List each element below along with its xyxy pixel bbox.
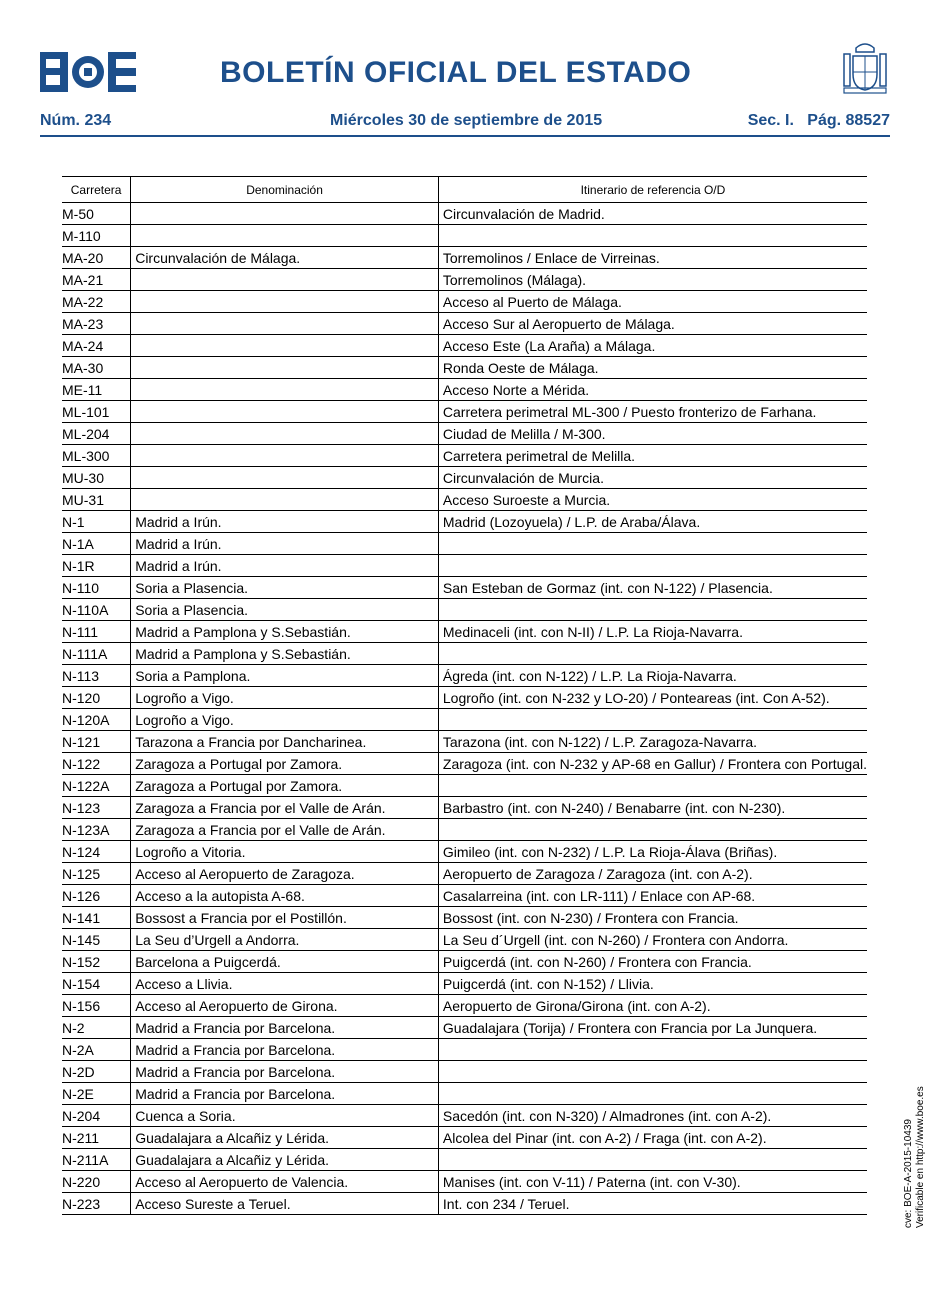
table-row [62, 379, 867, 401]
denomination-cell: Acceso a la autopista A-68. [131, 885, 439, 907]
table-row [62, 1039, 867, 1061]
table-row [62, 643, 867, 665]
denomination-cell: Madrid a Irún. [131, 511, 439, 533]
denomination-cell [131, 313, 439, 335]
denomination-cell [131, 379, 439, 401]
denomination-cell [131, 445, 439, 467]
boe-logo [40, 52, 136, 92]
table-row [62, 203, 867, 225]
denomination-cell: Madrid a Irún. [131, 555, 439, 577]
itinerary-cell [438, 599, 867, 621]
itinerary-cell: Logroño (int. con N-232 y LO-20) / Ponteareas (int. Con A-52). [438, 687, 867, 709]
column-header-denominacion: Denominación [131, 177, 439, 203]
itinerary-cell: Casalarreina (int. con LR-111) / Enlace con AP-68. [438, 885, 867, 907]
road-code-cell: N-111A [62, 643, 131, 665]
table-row [62, 555, 867, 577]
denomination-cell: La Seu d’Urgell a Andorra. [131, 929, 439, 951]
itinerary-cell: Puigcerdá (int. con N-152) / Llivia. [438, 973, 867, 995]
road-code-cell: N-110A [62, 599, 131, 621]
denomination-cell: Logroño a Vigo. [131, 687, 439, 709]
itinerary-cell: Barbastro (int. con N-240) / Benabarre (int. con N-230). [438, 797, 867, 819]
itinerary-cell: Ágreda (int. con N-122) / L.P. La Rioja-Navarra. [438, 665, 867, 687]
denomination-cell: Acceso al Aeropuerto de Valencia. [131, 1171, 439, 1193]
column-header-carretera: Carretera [62, 177, 131, 203]
denomination-cell: Madrid a Francia por Barcelona. [131, 1039, 439, 1061]
itinerary-cell: San Esteban de Gormaz (int. con N-122) / Plasencia. [438, 577, 867, 599]
table-row [62, 1017, 867, 1039]
table-row [62, 841, 867, 863]
table-row [62, 731, 867, 753]
denomination-cell: Acceso a Llivia. [131, 973, 439, 995]
table-row [62, 929, 867, 951]
itinerary-cell: Acceso Norte a Mérida. [438, 379, 867, 401]
itinerary-cell: Sacedón (int. con N-320) / Almadrones (int. con A-2). [438, 1105, 867, 1127]
road-code-cell: N-2 [62, 1017, 131, 1039]
road-code-cell: N-156 [62, 995, 131, 1017]
road-code-cell: N-125 [62, 863, 131, 885]
column-header-itinerario: Itinerario de referencia O/D [438, 177, 867, 203]
table-row [62, 951, 867, 973]
itinerary-cell: Guadalajara (Torija) / Frontera con Francia por La Junquera. [438, 1017, 867, 1039]
road-code-cell: ML-300 [62, 445, 131, 467]
table-row [62, 533, 867, 555]
table-row [62, 1083, 867, 1105]
road-code-cell: MA-21 [62, 269, 131, 291]
coat-of-arms-icon [840, 42, 890, 98]
road-code-cell: N-211A [62, 1149, 131, 1171]
road-code-cell: MA-23 [62, 313, 131, 335]
denomination-cell: Barcelona a Puigcerdá. [131, 951, 439, 973]
denomination-cell [131, 269, 439, 291]
denomination-cell [131, 225, 439, 247]
denomination-cell: Soria a Plasencia. [131, 577, 439, 599]
road-code-cell: ML-101 [62, 401, 131, 423]
road-code-cell: N-110 [62, 577, 131, 599]
denomination-cell: Zaragoza a Francia por el Valle de Arán. [131, 819, 439, 841]
verification-url: Verificable en http://www.boe.es [915, 1086, 926, 1228]
road-code-cell: N-111 [62, 621, 131, 643]
road-code-cell: N-204 [62, 1105, 131, 1127]
itinerary-cell: Tarazona (int. con N-122) / L.P. Zaragoza-Navarra. [438, 731, 867, 753]
table-row [62, 863, 867, 885]
table-row [62, 335, 867, 357]
table-row [62, 885, 867, 907]
denomination-cell: Zaragoza a Francia por el Valle de Arán. [131, 797, 439, 819]
denomination-cell [131, 423, 439, 445]
table-row [62, 995, 867, 1017]
table-row [62, 1149, 867, 1171]
table-header-row [62, 177, 867, 203]
itinerary-cell [438, 709, 867, 731]
table-row [62, 709, 867, 731]
table-row [62, 1105, 867, 1127]
table-row [62, 1127, 867, 1149]
table-row [62, 511, 867, 533]
issue-info-bar [40, 110, 890, 134]
itinerary-cell: Circunvalación de Madrid. [438, 203, 867, 225]
table-row [62, 247, 867, 269]
table-row [62, 775, 867, 797]
table-row [62, 313, 867, 335]
road-code-cell: N-121 [62, 731, 131, 753]
itinerary-cell: Carretera perimetral ML-300 / Puesto fronterizo de Farhana. [438, 401, 867, 423]
road-code-cell: N-2D [62, 1061, 131, 1083]
itinerary-cell [438, 225, 867, 247]
table-row [62, 621, 867, 643]
table-row [62, 819, 867, 841]
table-row [62, 225, 867, 247]
denomination-cell: Circunvalación de Málaga. [131, 247, 439, 269]
table-row [62, 973, 867, 995]
denomination-cell: Acceso al Aeropuerto de Zaragoza. [131, 863, 439, 885]
itinerary-cell: Ronda Oeste de Málaga. [438, 357, 867, 379]
table-row [62, 1193, 867, 1215]
road-code-cell: ME-11 [62, 379, 131, 401]
road-code-cell: MU-30 [62, 467, 131, 489]
itinerary-cell: Puigcerdá (int. con N-260) / Frontera con Francia. [438, 951, 867, 973]
road-code-cell: N-1 [62, 511, 131, 533]
road-code-cell: N-113 [62, 665, 131, 687]
itinerary-cell: Acceso Sur al Aeropuerto de Málaga. [438, 313, 867, 335]
road-code-cell: N-2A [62, 1039, 131, 1061]
denomination-cell: Zaragoza a Portugal por Zamora. [131, 753, 439, 775]
itinerary-cell: Aeropuerto de Girona/Girona (int. con A-2). [438, 995, 867, 1017]
road-code-cell: N-1A [62, 533, 131, 555]
road-code-cell: N-123A [62, 819, 131, 841]
table-row [62, 445, 867, 467]
road-code-cell: N-141 [62, 907, 131, 929]
itinerary-cell: Gimileo (int. con N-232) / L.P. La Rioja-Álava (Briñas). [438, 841, 867, 863]
itinerary-cell: Ciudad de Melilla / M-300. [438, 423, 867, 445]
itinerary-cell: Aeropuerto de Zaragoza / Zaragoza (int. con A-2). [438, 863, 867, 885]
road-code-cell: N-154 [62, 973, 131, 995]
table-row [62, 423, 867, 445]
page-header [40, 40, 890, 100]
denomination-cell: Madrid a Irún. [131, 533, 439, 555]
itinerary-cell [438, 643, 867, 665]
table-row [62, 687, 867, 709]
denomination-cell: Zaragoza a Portugal por Zamora. [131, 775, 439, 797]
denomination-cell: Logroño a Vigo. [131, 709, 439, 731]
itinerary-cell [438, 1039, 867, 1061]
road-code-cell: N-2E [62, 1083, 131, 1105]
itinerary-cell [438, 819, 867, 841]
itinerary-cell: Alcolea del Pinar (int. con A-2) / Fraga (int. con A-2). [438, 1127, 867, 1149]
roads-table [62, 176, 867, 1215]
denomination-cell [131, 489, 439, 511]
table-row [62, 907, 867, 929]
table-row [62, 1171, 867, 1193]
table-row [62, 577, 867, 599]
road-code-cell: N-145 [62, 929, 131, 951]
denomination-cell: Tarazona a Francia por Dancharinea. [131, 731, 439, 753]
denomination-cell [131, 335, 439, 357]
denomination-cell [131, 467, 439, 489]
denomination-cell: Acceso Sureste a Teruel. [131, 1193, 439, 1215]
table-row [62, 599, 867, 621]
itinerary-cell [438, 1083, 867, 1105]
road-code-cell: N-223 [62, 1193, 131, 1215]
cve-code: cve: BOE-A-2015-10439 [903, 1119, 914, 1228]
road-code-cell: N-152 [62, 951, 131, 973]
denomination-cell: Guadalajara a Alcañiz y Lérida. [131, 1127, 439, 1149]
itinerary-cell: Torremolinos / Enlace de Virreinas. [438, 247, 867, 269]
road-code-cell: MA-20 [62, 247, 131, 269]
road-code-cell: ML-204 [62, 423, 131, 445]
denomination-cell: Madrid a Francia por Barcelona. [131, 1017, 439, 1039]
road-code-cell: N-122A [62, 775, 131, 797]
table-row [62, 753, 867, 775]
road-code-cell: MA-22 [62, 291, 131, 313]
table-row [62, 467, 867, 489]
denomination-cell [131, 357, 439, 379]
denomination-cell: Guadalajara a Alcañiz y Lérida. [131, 1149, 439, 1171]
itinerary-cell: Madrid (Lozoyuela) / L.P. de Araba/Álava. [438, 511, 867, 533]
road-code-cell: N-211 [62, 1127, 131, 1149]
itinerary-cell: Medinaceli (int. con N-II) / L.P. La Rioja-Navarra. [438, 621, 867, 643]
road-code-cell: MA-24 [62, 335, 131, 357]
denomination-cell: Bossost a Francia por el Postillón. [131, 907, 439, 929]
denomination-cell: Soria a Plasencia. [131, 599, 439, 621]
denomination-cell: Madrid a Francia por Barcelona. [131, 1061, 439, 1083]
itinerary-cell: Int. con 234 / Teruel. [438, 1193, 867, 1215]
table-row [62, 1061, 867, 1083]
page-title: BOLETÍN OFICIAL DEL ESTADO [220, 56, 692, 89]
road-code-cell: N-120A [62, 709, 131, 731]
header-divider [40, 135, 890, 137]
itinerary-cell: Zaragoza (int. con N-232 y AP-68 en Gallur) / Frontera con Portugal. [438, 753, 867, 775]
itinerary-cell: Circunvalación de Murcia. [438, 467, 867, 489]
denomination-cell: Soria a Pamplona. [131, 665, 439, 687]
denomination-cell: Madrid a Pamplona y S.Sebastián. [131, 643, 439, 665]
table-row [62, 797, 867, 819]
table-row [62, 269, 867, 291]
table-row [62, 489, 867, 511]
itinerary-cell [438, 555, 867, 577]
itinerary-cell: Manises (int. con V-11) / Paterna (int. con V-30). [438, 1171, 867, 1193]
road-code-cell: M-50 [62, 203, 131, 225]
denomination-cell: Acceso al Aeropuerto de Girona. [131, 995, 439, 1017]
itinerary-cell: Acceso al Puerto de Málaga. [438, 291, 867, 313]
denomination-cell [131, 291, 439, 313]
road-code-cell: MA-30 [62, 357, 131, 379]
issue-number: Núm. 234 [40, 112, 112, 129]
road-code-cell: N-122 [62, 753, 131, 775]
road-code-cell: N-120 [62, 687, 131, 709]
denomination-cell: Logroño a Vitoria. [131, 841, 439, 863]
road-code-cell: N-220 [62, 1171, 131, 1193]
road-code-cell: N-1R [62, 555, 131, 577]
road-code-cell: MU-31 [62, 489, 131, 511]
table-row [62, 357, 867, 379]
denomination-cell: Madrid a Francia por Barcelona. [131, 1083, 439, 1105]
road-code-cell: N-124 [62, 841, 131, 863]
itinerary-cell: Acceso Este (La Araña) a Málaga. [438, 335, 867, 357]
road-code-cell: N-123 [62, 797, 131, 819]
denomination-cell: Madrid a Pamplona y S.Sebastián. [131, 621, 439, 643]
road-code-cell: N-126 [62, 885, 131, 907]
table-row [62, 665, 867, 687]
road-code-cell: M-110 [62, 225, 131, 247]
itinerary-cell [438, 1149, 867, 1171]
itinerary-cell: La Seu d´Urgell (int. con N-260) / Frontera con Andorra. [438, 929, 867, 951]
itinerary-cell [438, 1061, 867, 1083]
itinerary-cell: Acceso Suroeste a Murcia. [438, 489, 867, 511]
table-row [62, 401, 867, 423]
itinerary-cell: Torremolinos (Málaga). [438, 269, 867, 291]
itinerary-cell [438, 533, 867, 555]
denomination-cell [131, 203, 439, 225]
issue-date: Miércoles 30 de septiembre de 2015 [330, 112, 603, 129]
denomination-cell [131, 401, 439, 423]
section-page: Sec. I. Pág. 88527 [747, 112, 890, 129]
denomination-cell: Cuenca a Soria. [131, 1105, 439, 1127]
table-row [62, 291, 867, 313]
itinerary-cell [438, 775, 867, 797]
itinerary-cell: Bossost (int. con N-230) / Frontera con Francia. [438, 907, 867, 929]
itinerary-cell: Carretera perimetral de Melilla. [438, 445, 867, 467]
